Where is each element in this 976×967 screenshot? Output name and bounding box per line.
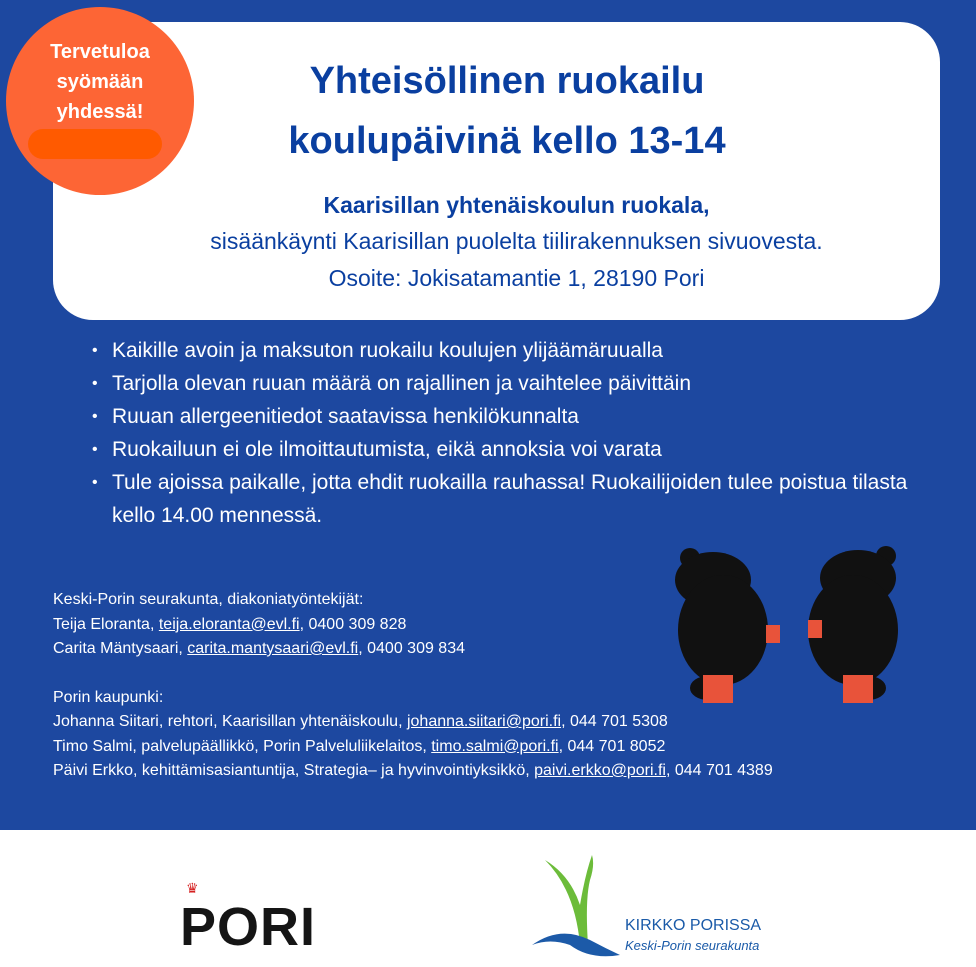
contact-phone: , 044 701 8052 xyxy=(558,737,666,755)
contact-phone: , 0400 309 828 xyxy=(299,615,407,633)
list-item: • Tarjolla olevan ruuan määrä on rajallinen ja vaihtelee päivittäin xyxy=(92,367,912,400)
contact-name: Timo Salmi, palvelupäällikkö, Porin Palveluliikelaitos, xyxy=(53,737,432,755)
kirkko-title: KIRKKO PORISSA xyxy=(625,917,762,934)
info-list xyxy=(92,334,912,532)
contact-phone: , 044 701 4389 xyxy=(665,762,773,779)
city-heading: Porin kaupunki: xyxy=(53,688,164,706)
list-item: • Ruokailuun ei ole ilmoittautumista, eikä annoksia voi varata xyxy=(92,433,912,466)
location: Kaarisillan yhtenäiskoulun ruokala, xyxy=(323,192,710,218)
email-link[interactable]: johanna.siitari@pori.fi xyxy=(406,713,562,730)
badge-line: syömään xyxy=(56,71,144,93)
contact-name: Päivi Erkko, kehittämisasiantuntija, Strategia– ja hyvinvointiyksikkö, xyxy=(53,762,535,779)
contact-phone: , 0400 309 834 xyxy=(358,640,465,657)
title-line-2: koulupäivinä kello 13-14 xyxy=(288,120,726,162)
badge-line: Tervetuloa xyxy=(50,41,150,63)
entrance: sisäänkäynti Kaarisillan puolelta tiilirakennuksen sivuovesta. xyxy=(210,228,823,254)
address: Osoite: Jokisatamantie 1, 28190 Pori xyxy=(328,265,705,291)
list-item: • Ruuan allergeenitiedot saatavissa henkilökunnalta xyxy=(92,400,912,433)
contact-row xyxy=(53,710,968,735)
title-line-1: Yhteisöllinen ruokailu xyxy=(309,60,705,102)
contact-name: Teija Eloranta, xyxy=(53,615,159,633)
kirkko-subtitle: Keski-Porin seurakunta xyxy=(625,938,760,953)
contact-row xyxy=(53,759,968,784)
contact-name: Johanna Siitari, rehtori, Kaarisillan yhtenäiskoulu, xyxy=(53,713,407,730)
email-link[interactable]: paivi.erkko@pori.fi xyxy=(534,762,666,779)
parish-heading: Keski-Porin seurakunta, diakoniatyöntekijät: xyxy=(53,591,364,608)
list-item: • Kaikille avoin ja maksuton ruokailu koulujen ylijäämäruualla xyxy=(92,334,912,367)
contact-name: Carita Mäntysaari, xyxy=(53,640,188,657)
contact-row xyxy=(53,735,968,760)
email-link[interactable]: teija.eloranta@evl.fi xyxy=(158,615,300,633)
welcome-badge xyxy=(6,7,194,195)
crown-icon: ♛ xyxy=(186,880,199,896)
bears-illustration xyxy=(668,540,908,710)
contact-phone: , 044 701 5308 xyxy=(561,713,668,730)
email-link[interactable]: timo.salmi@pori.fi xyxy=(431,737,559,755)
redaction-mark xyxy=(28,129,162,159)
kirkko-porissa-logo-icon xyxy=(530,850,625,960)
pori-logo: PORI xyxy=(180,897,317,957)
badge-line: yhdessä! xyxy=(56,101,144,123)
list-item: • Tule ajoissa paikalle, jotta ehdit ruokailla rauhassa! Ruokailijoiden tulee poistua tilasta kello 14.00 mennessä. xyxy=(92,466,912,532)
email-link[interactable]: carita.mantysaari@evl.fi xyxy=(187,640,359,657)
